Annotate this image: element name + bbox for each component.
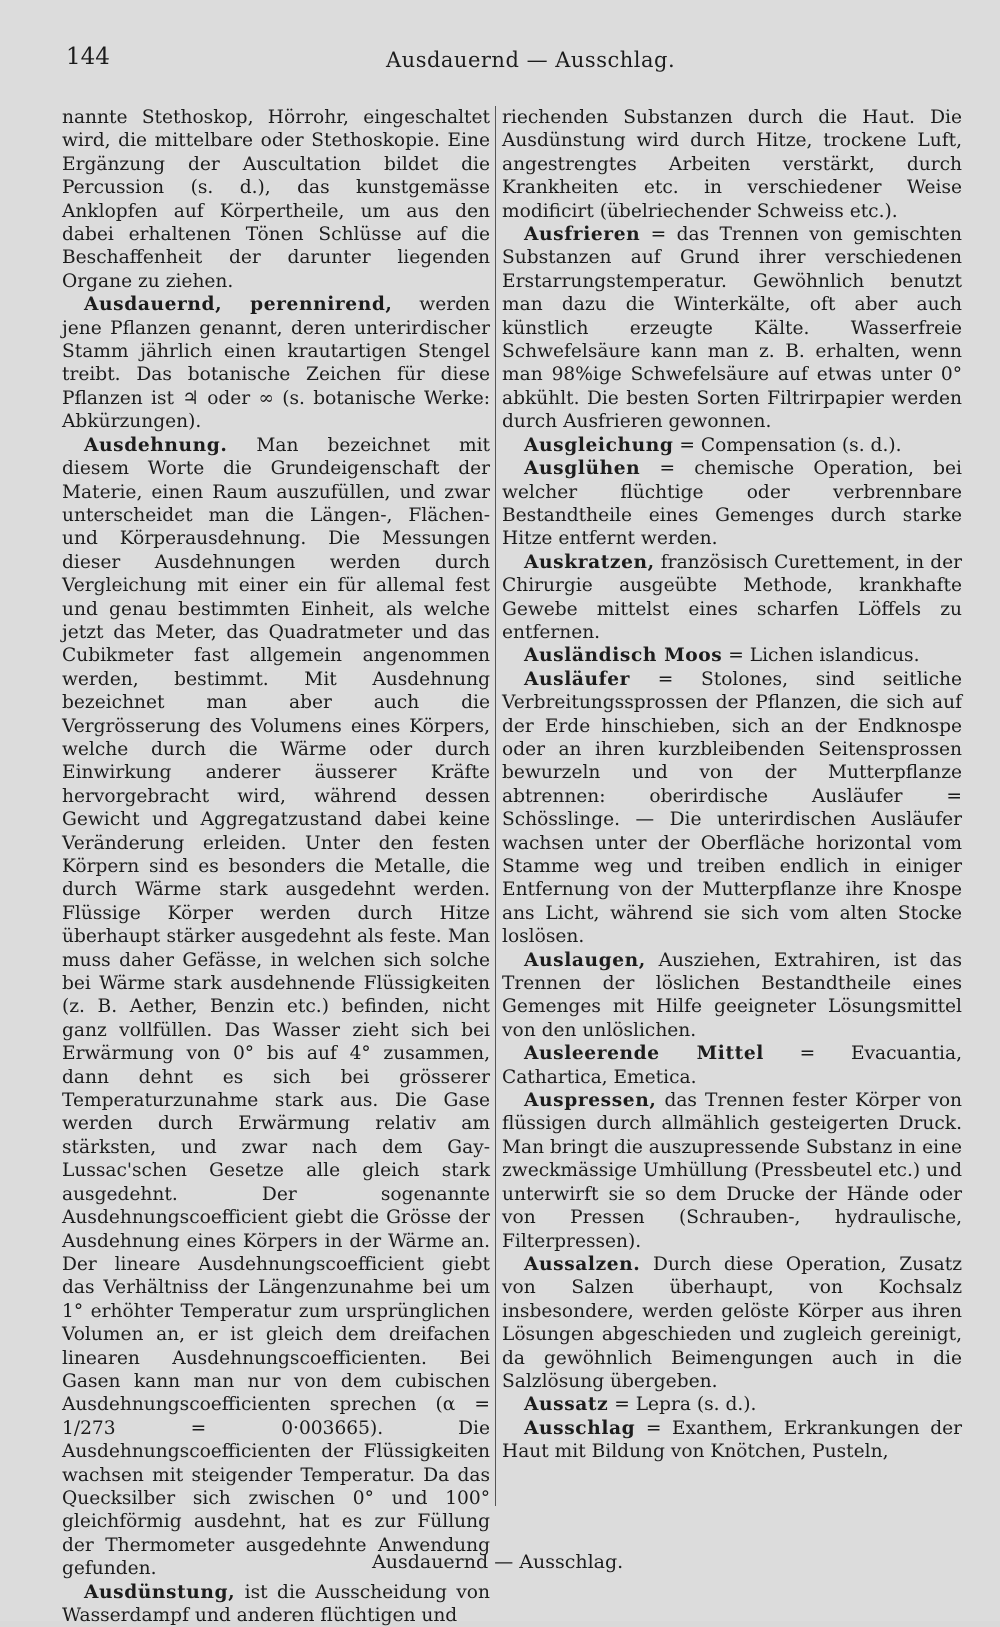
entry-term: Ausländisch Moos: [524, 645, 723, 667]
entry-term: Ausleerende Mittel: [524, 1043, 764, 1065]
dictionary-entry: [502, 1042, 962, 1089]
entry-text: Ausziehen, Extrahiren, ist das Trennen der löslichen Bestandtheile eines Gemenges mit Hilfe geeigneter Lösungsmittel von den unlöslichen.: [502, 949, 962, 1041]
dictionary-entry: [502, 223, 962, 434]
dictionary-entry: [502, 106, 962, 223]
entry-term: Ausschlag: [524, 1417, 636, 1439]
column-divider: [495, 106, 496, 1506]
entry-text: = das Trennen von gemischten Substanzen auf Grund ihrer verschiedenen Erstarrungstemperatur. Gewöhnlich benutzt man dazu die Winterkälte, oft aber auch künstlich erzeugte Kälte. Wasserfreie Schwefelsäure kann man z. B. erhalten, wenn man 98%ige Schwefelsäure auf etwas unter 0° abkühlt. Die besten Sorten Filtrirpapier werden durch Ausfrieren gewonnen.: [502, 224, 962, 433]
entry-text: = Exanthem, Erkrankungen der Haut mit Bildung von Knötchen, Pusteln,: [502, 1417, 962, 1463]
entry-text: = Stolones, sind seitliche Verbreitungssprossen der Pflanzen, die sich auf der Erde hinschieben, sich an der Endknospe oder an ihren kurzbleibenden Seitensprossen bewurzeln und von der Mutterpflanze abtrennen: oberirdische Ausläufer = Schösslinge. — Die unterirdischen Ausläufer wachsen unter der Oberfläche horizontal vom Stamme weg und treiben endlich in einiger Entfernung von der Mutterpflanze ihre Knospe ans Licht, während sie sich vom alten Stocke loslösen.: [502, 668, 962, 948]
page-footer: Ausdauernd — Ausschlag.: [372, 1551, 624, 1573]
dictionary-entry: [502, 551, 962, 645]
right-column: [502, 106, 962, 1526]
entry-term: Ausfrieren: [524, 224, 641, 246]
entry-term: Aussatz: [524, 1394, 609, 1416]
entry-term: Ausdauernd, perennirend,: [84, 294, 393, 316]
dictionary-entry: [62, 1581, 490, 1627]
dictionary-entry: [502, 457, 962, 551]
entry-text: = Evacuantia, Cathartica, Emetica.: [502, 1043, 962, 1088]
dictionary-entry: [502, 644, 962, 667]
dictionary-entry: [502, 1089, 962, 1253]
entry-term: Auskratzen,: [524, 551, 655, 573]
dictionary-entry: [502, 434, 962, 457]
entry-text: französisch Curettement, in der Chirurgie ausgeübte Methode, krankhafte Gewebe mittelst eines scharfen Löffels zu entfernen.: [502, 551, 962, 643]
dictionary-entry: [502, 1417, 962, 1464]
entry-term: Auspressen,: [524, 1090, 657, 1112]
dictionary-entry: [62, 106, 490, 293]
header-title: Ausdauernd — Ausschlag.: [386, 48, 676, 72]
entry-term: Auslaugen,: [524, 949, 646, 971]
dictionary-entry: [62, 434, 490, 1581]
entry-text: nannte Stethoskop, Hörrohr, eingeschaltet wird, die mittelbare oder Stethoskopie. Eine Ergänzung der Auscultation bildet die Percussion (s. d.), das kunstgemässe Anklopfen auf Körpertheile, um aus den dabei erhaltenen Tönen Schlüsse auf die Beschaffenheit der darunter liegenden Organe zu ziehen.: [62, 107, 490, 292]
entry-text: Man bezeichnet mit diesem Worte die Grundeigenschaft der Materie, einen Raum auszufüllen, und zwar unterscheidet man die Längen-, Flächen- und Körperausdehnung. Die Messungen dieser Ausdehnungen werden durch Vergleichung mit einer ein für allemal fest und genau bestimmten Einheit, als welche jetzt das Meter, das Quadratmeter und das Cubikmeter fast allgemein angenommen werden, bestimmt. Mit Ausdehnung bezeichnet man aber auch die Vergrösserung des Volumens eines Körpers, welche durch die Wärme oder durch Einwirkung anderer äusserer Kräfte hervorgebracht wird, während dessen Gewicht und Aggregatzustand dabei keine Veränderung erleiden. Unter den festen Körpern sind es besonders die Metalle, die durch Wärme stark ausgedehnt werden. Flüssige Körper werden durch Hitze überhaupt stärker ausgedehnt als feste. Man muss daher Gefässe, in welchen sich solche bei Wärme stark ausdehnende Flüssigkeiten (z. B. Aether, Benzin etc.) befinden, nicht ganz vollfüllen. Das Wasser zieht sich bei Erwärmung von 0° bis auf 4° zusammen, dann dehnt es sich bei grösserer Temperaturzunahme stark aus. Die Gase werden durch Erwärmung relativ am stärksten, und zwar nach dem Gay-Lussac'schen Gesetze alle gleich stark ausgedehnt. Der sogenannte Ausdehnungscoefficient giebt die Grösse der Ausdehnung eines Körpers in der Wärme an. Der lineare Ausdehnungscoefficient giebt das Verhältniss der Längenzunahme bei um 1° erhöhter Temperatur zum ursprünglichen Volumen an, er ist gleich dem dreifachen linearen Ausdehnungscoefficienten. Bei Gasen kann man nur von dem cubischen Ausdehnungscoefficienten sprechen (α = 1/273 = 0·003665). Die Ausdehnungscoefficienten der Flüssigkeiten wachsen mit steigender Temperatur. Da das Quecksilber sich zwischen 0° und 100° gleichförmig ausdehnt, hat es zur Füllung der Thermometer ausgedehnte Anwendung gefunden.: [62, 434, 490, 1580]
entry-text: ist die Ausscheidung von Wasserdampf und anderen flüchtigen und: [62, 1581, 490, 1626]
entry-text: = chemische Operation, bei welcher flüchtige oder verbrennbare Bestandtheile eines Gemenges durch starke Hitze entfernt werden.: [502, 458, 962, 550]
entry-text: = Compensation (s. d.).: [679, 434, 902, 456]
entry-text: = Lichen islandicus.: [728, 645, 920, 667]
dictionary-entry: [502, 1253, 962, 1393]
entry-text: Durch diese Operation, Zusatz von Salzen überhaupt, von Kochsalz insbesondere, werden gelöste Körper aus ihren Lösungen abgeschieden und zugleich gereinigt, da gewöhnlich Beimengungen auch in die Salzlösung übergeben.: [502, 1253, 962, 1392]
dictionary-entry: [502, 1393, 962, 1416]
entry-text: werden jene Pflanzen genannt, deren unterirdischer Stamm jährlich einen krautartigen Stengel treibt. Das botanische Zeichen für diese Pflanzen ist ♃ oder ∞ (s. botanische Werke: Abkürzungen).: [62, 294, 490, 433]
dictionary-entry: [62, 293, 490, 433]
entry-term: Ausgleichung: [524, 434, 674, 456]
entry-text: = Lepra (s. d.).: [614, 1394, 757, 1416]
entry-term: Ausglühen: [524, 458, 641, 480]
running-head: [66, 44, 940, 74]
page-number: 144: [66, 44, 110, 70]
left-column: [62, 106, 490, 1626]
entry-term: Ausdehnung.: [84, 434, 228, 456]
entry-term: Ausläufer: [524, 668, 631, 690]
dictionary-entry: [502, 949, 962, 1043]
entry-text: riechenden Substanzen durch die Haut. Die Ausdünstung wird durch Hitze, trockene Luft, angestrengtes Arbeiten verstärkt, durch Krankheiten etc. in verschiedener Weise modificirt (übelriechender Schweiss etc.).: [502, 107, 962, 222]
dictionary-entry: [502, 668, 962, 949]
entry-term: Aussalzen.: [524, 1253, 641, 1275]
entry-text: das Trennen fester Körper von flüssigen durch allmählich gesteigerten Druck. Man bringt die auszupressende Substanz in eine zweckmässige Umhüllung (Pressbeutel etc.) und unterwirft sie so dem Drucke der Hände oder von Pressen (Schrauben-, hydraulische, Filterpressen).: [502, 1090, 962, 1252]
entry-term: Ausdünstung,: [84, 1581, 236, 1603]
